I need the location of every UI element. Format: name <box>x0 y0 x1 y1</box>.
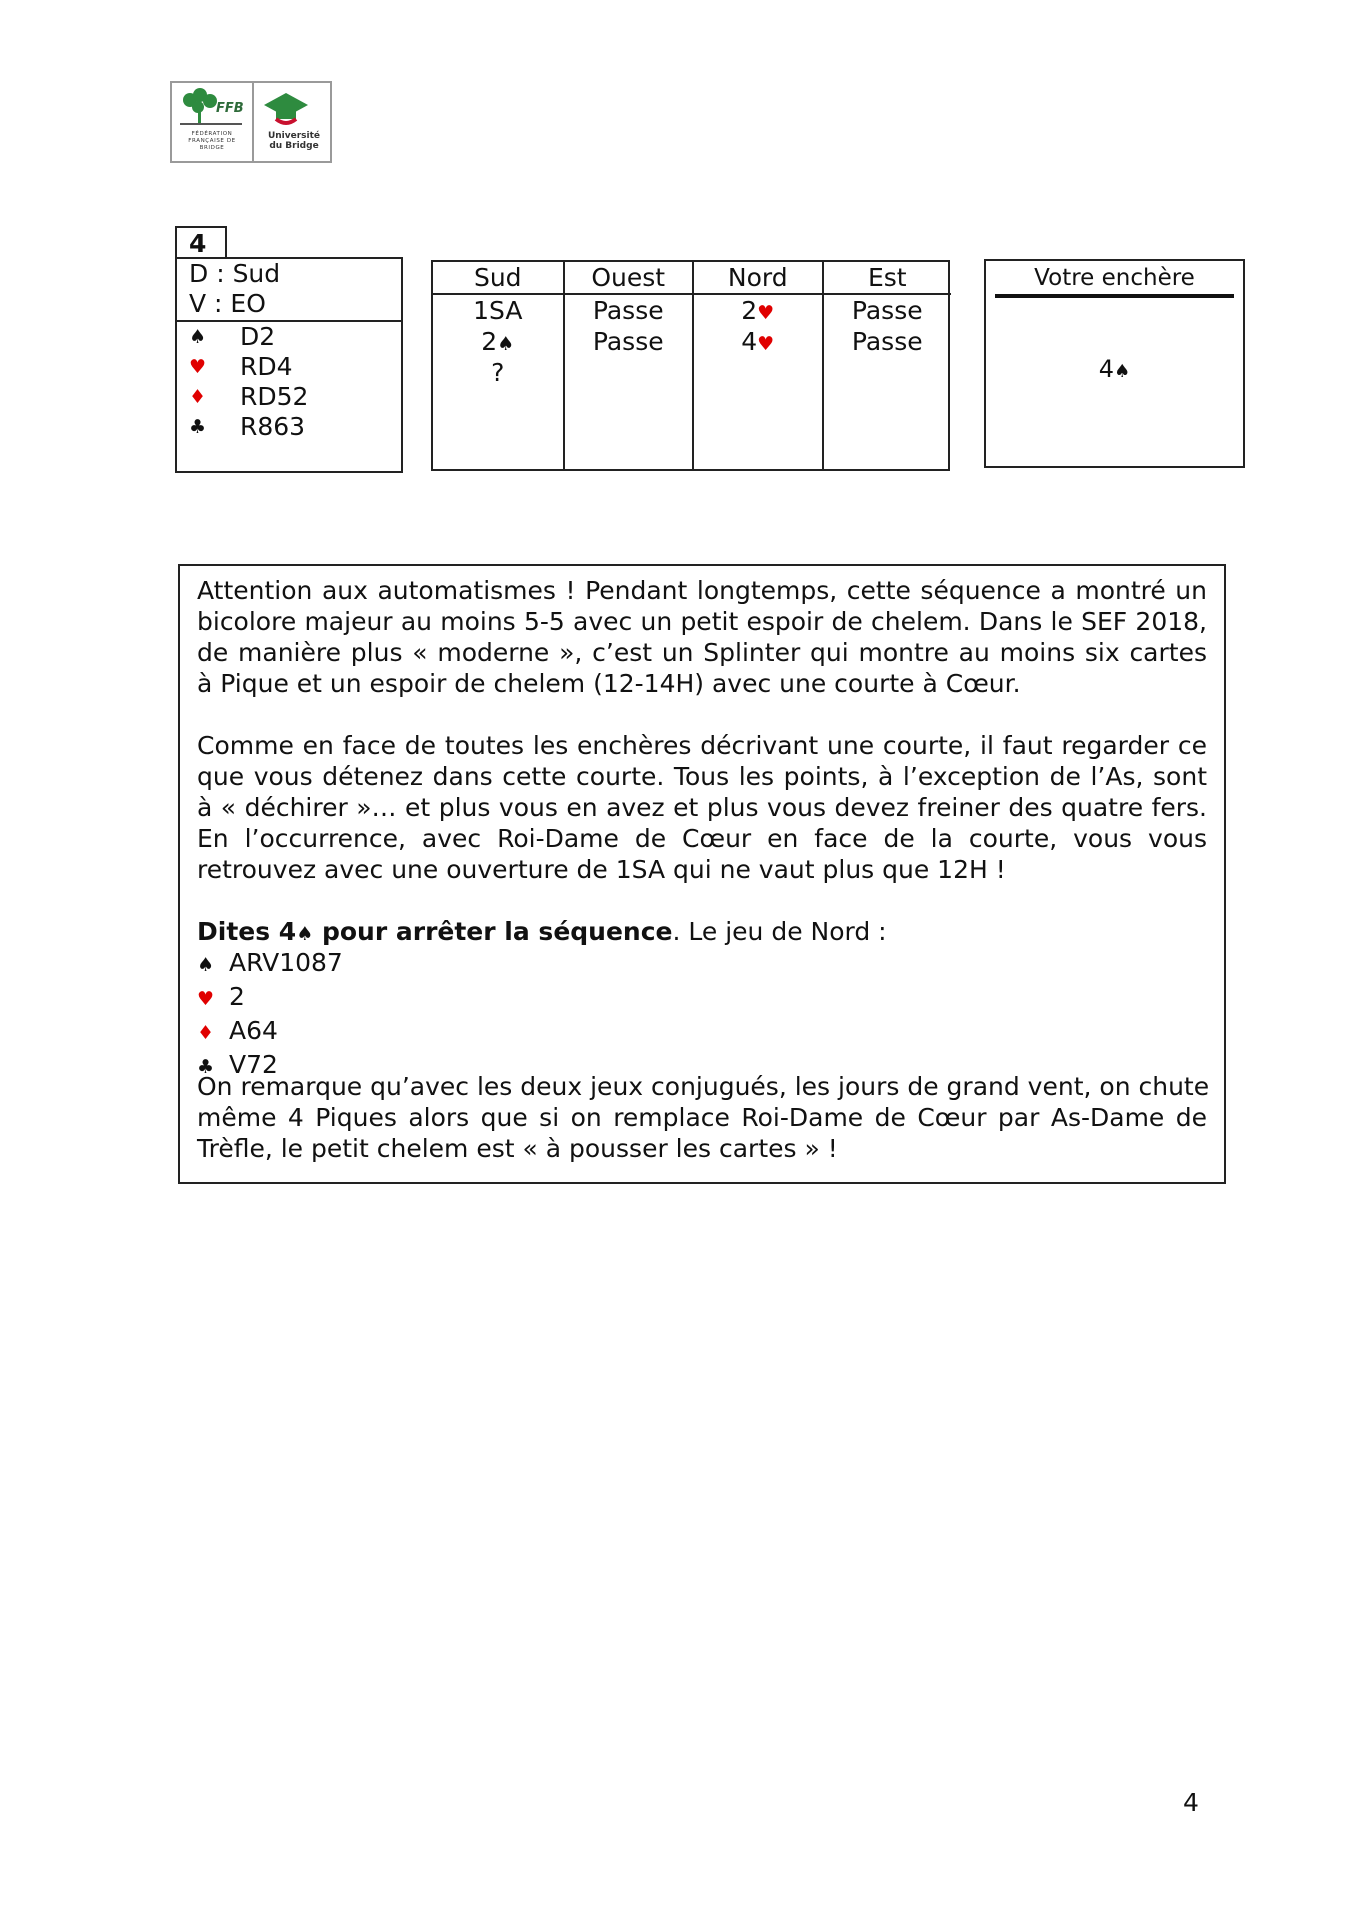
north-spades: ♠ ARV1087 <box>197 947 343 981</box>
conclusion-bold: pour arrêter la séquence <box>313 917 673 946</box>
auction-header-est: Est <box>824 262 952 295</box>
heart-icon: ♥ <box>757 333 775 355</box>
vulnerability-label: V : EO <box>189 289 266 318</box>
auction-header-ouest: Ouest <box>565 262 693 295</box>
auction-bid: Passe <box>592 327 664 356</box>
mortarboard-icon <box>254 83 332 129</box>
diamond-icon: ♦ <box>189 386 207 408</box>
diamond-holding: RD52 <box>240 382 309 411</box>
spade-icon: ♠ <box>296 923 314 945</box>
auction-bid: 2♥ <box>741 296 775 325</box>
spade-icon: ♠ <box>189 326 207 348</box>
text-line: que vous détenez dans cette courte. Tous les points, à l’exception de l’As, sont <box>197 762 1207 791</box>
commentary-box <box>178 564 1226 1184</box>
spade-icon: ♠ <box>1114 361 1131 382</box>
text-line: à Pique et un espoir de chelem (12-14H) avec une courte à Cœur. <box>197 669 1021 698</box>
spade-icon: ♠ <box>497 333 515 355</box>
auction-bid: Passe <box>851 296 923 325</box>
commentary-paragraph-1 <box>197 575 1207 699</box>
auction-bid: 1SA <box>473 296 523 325</box>
spade-holding: D2 <box>240 322 276 351</box>
text-line: Trèfle, le petit chelem est « à pousser les cartes » ! <box>197 1134 838 1163</box>
universite-caption: Université du Bridge <box>267 131 321 151</box>
text-line: de manière plus « moderne », c’est un Splinter qui montre au moins six cartes <box>197 638 1207 667</box>
page-number: 4 <box>1183 1788 1199 1817</box>
north-hand <box>197 947 343 1083</box>
ffb-logo <box>172 83 250 161</box>
spade-icon: ♠ <box>197 954 215 976</box>
text-line: retrouvez avec une ouverture de 1SA qui ne vaut plus que 12H ! <box>197 855 1006 884</box>
club-icon: ♣ <box>197 1056 215 1078</box>
diamond-icon: ♦ <box>197 1022 215 1044</box>
commentary-paragraph-3 <box>197 1071 1210 1164</box>
text-line: On remarque qu’avec les deux jeux conjugués, les jours de grand vent, on chute <box>197 1072 1210 1101</box>
heart-holding: RD4 <box>240 352 293 381</box>
club-icon: ♣ <box>189 416 207 438</box>
text-line: bicolore majeur au moins 5-5 avec un petit espoir de chelem. Dans le SEF 2018, <box>197 607 1207 636</box>
club-holding: R863 <box>240 412 306 441</box>
text-line: Attention aux automatismes ! Pendant longtemps, cette séquence a montré un <box>197 576 1207 605</box>
auction-bid: Passe <box>851 327 923 356</box>
north-hearts: ♥ 2 <box>197 981 343 1015</box>
north-diamonds: ♦ A64 <box>197 1015 343 1049</box>
dealer-label: D : Sud <box>189 259 281 288</box>
auction-column-nord <box>692 262 822 469</box>
deal-number: 4 <box>175 226 227 258</box>
conclusion-text: . Le jeu de Nord : <box>672 917 887 946</box>
your-bid-title: Votre enchère <box>1034 265 1195 291</box>
your-bid-answer: 4♠ <box>1098 355 1131 383</box>
heart-icon: ♥ <box>189 356 207 378</box>
auction-bid: Passe <box>592 296 664 325</box>
conclusion-bold: Dites 4 <box>197 917 297 946</box>
federation-caption: FÉDÉRATION FRANÇAISE DE BRIDGE <box>188 131 236 151</box>
text-line: à « déchirer »… et plus vous en avez et plus vous devez freiner des quatre fers. <box>197 793 1207 822</box>
auction-table <box>431 260 950 471</box>
auction-column-ouest <box>563 262 693 469</box>
text-line: même 4 Piques alors que si on remplace Roi-Dame de Cœur par As-Dame de <box>197 1103 1207 1132</box>
auction-header-nord: Nord <box>694 262 822 295</box>
auction-column-est <box>822 262 952 469</box>
heart-icon: ♥ <box>197 988 215 1010</box>
heart-icon: ♥ <box>757 302 775 324</box>
commentary-paragraph-2 <box>197 730 1207 885</box>
deal-info-box <box>175 257 403 473</box>
ffb-wordmark: FFB <box>216 101 244 116</box>
north-clubs: ♣ V72 <box>197 1049 343 1083</box>
text-line: En l’occurrence, avec Roi-Dame de Cœur en face de la courte, vous vous <box>197 824 1207 853</box>
ffb-universite-logo <box>170 81 332 163</box>
auction-header-sud: Sud <box>433 262 563 295</box>
universite-logo <box>252 83 332 161</box>
conclusion-line <box>197 916 1207 950</box>
auction-bid: 2♠ <box>481 327 515 356</box>
auction-column-sud <box>433 262 563 469</box>
auction-bid: ? <box>491 358 505 387</box>
text-line: Comme en face de toutes les enchères décrivant une courte, il faut regarder ce <box>197 731 1207 760</box>
auction-bid: 4♥ <box>741 327 775 356</box>
divider <box>995 294 1234 298</box>
